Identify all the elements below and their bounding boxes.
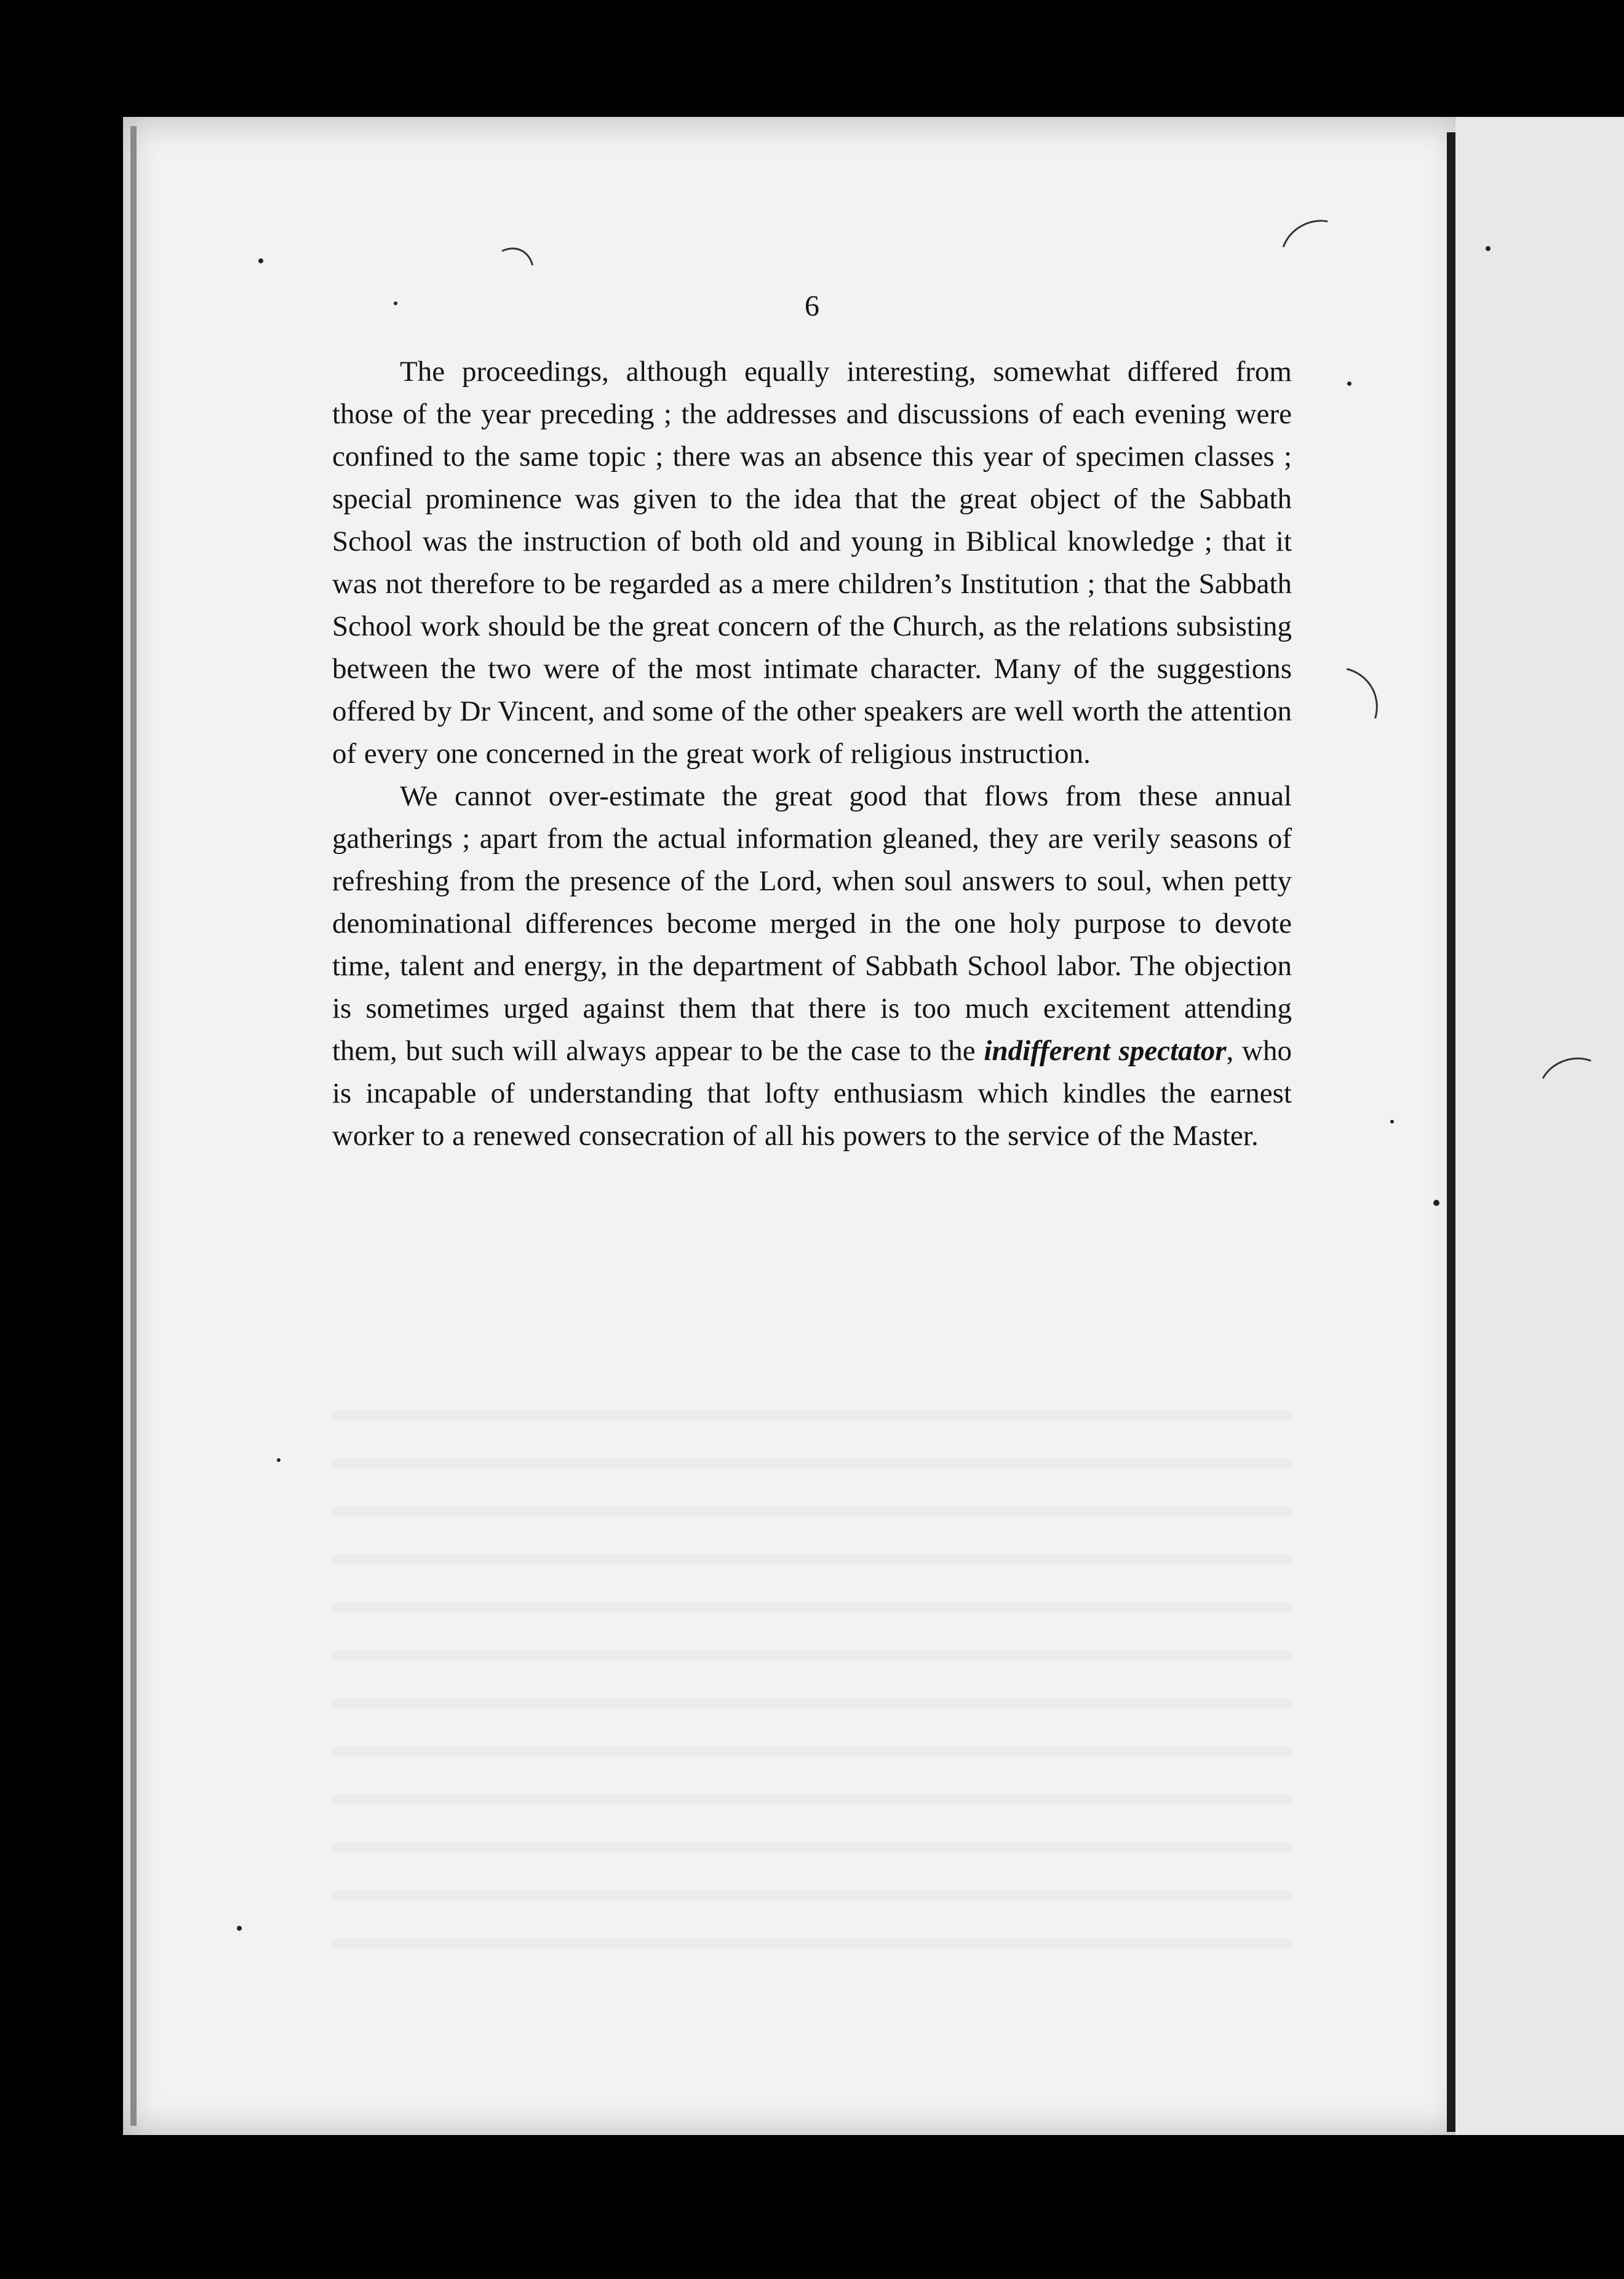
page-number: 6 bbox=[805, 290, 819, 322]
scan-speck bbox=[1347, 381, 1351, 386]
scan-speck bbox=[258, 258, 263, 263]
text-run: , who is incapable of understanding that lofty enthusiasm which kindles the earnest worker to a renewed consecration of all his powers to the service of the Master. bbox=[332, 1035, 1292, 1152]
scan-speck bbox=[237, 1926, 242, 1931]
adjacent-page-edge bbox=[1455, 117, 1624, 2135]
text-run: The proceedings, although equally interesting, somewhat differed from those of the year preceding ; the addresses and discussions of each evening were confined to the same topic ; there was an absence this year of specimen classes ; special prominence was given to the idea that the great object of the Sabbath School was the instruction of both old and young in Biblical knowledge ; that it was not therefore to be regarded as a mere children’s Institution ; that the Sabbath School work should be the great concern of the Church, as the relations subsisting between the two were of the most intimate character. Many of the suggestions offered by Dr Vincent, and some of the other speakers are well worth the attention of every one concerned in the great work of religious instruction. bbox=[332, 356, 1292, 770]
scan-speck bbox=[277, 1458, 281, 1462]
body-text bbox=[332, 351, 1292, 1157]
scan-speck bbox=[1486, 246, 1491, 251]
body-paragraph bbox=[332, 775, 1292, 1157]
scan-speck bbox=[1390, 1120, 1394, 1124]
scan-speck bbox=[1433, 1200, 1439, 1206]
scan-speck bbox=[394, 301, 397, 305]
italic-run: indifferent spectator bbox=[984, 1035, 1227, 1067]
show-through-text bbox=[332, 1372, 1292, 1975]
text-run: We cannot over-estimate the great good that flows from these annual gatherings ; apart from the actual information gleaned, they are verily seasons of refreshing from the presence of the Lord, when soul answers to soul, when petty denominational differences become merged in the one holy purpose to devote time, talent and energy, in the department of Sabbath School labor. The objection is sometimes urged against them that there is too much excitement attending them, but such will always appear to be the case to the bbox=[332, 780, 1292, 1067]
body-paragraph bbox=[332, 351, 1292, 775]
page-edge bbox=[130, 126, 137, 2126]
page-gutter bbox=[1447, 132, 1455, 2132]
